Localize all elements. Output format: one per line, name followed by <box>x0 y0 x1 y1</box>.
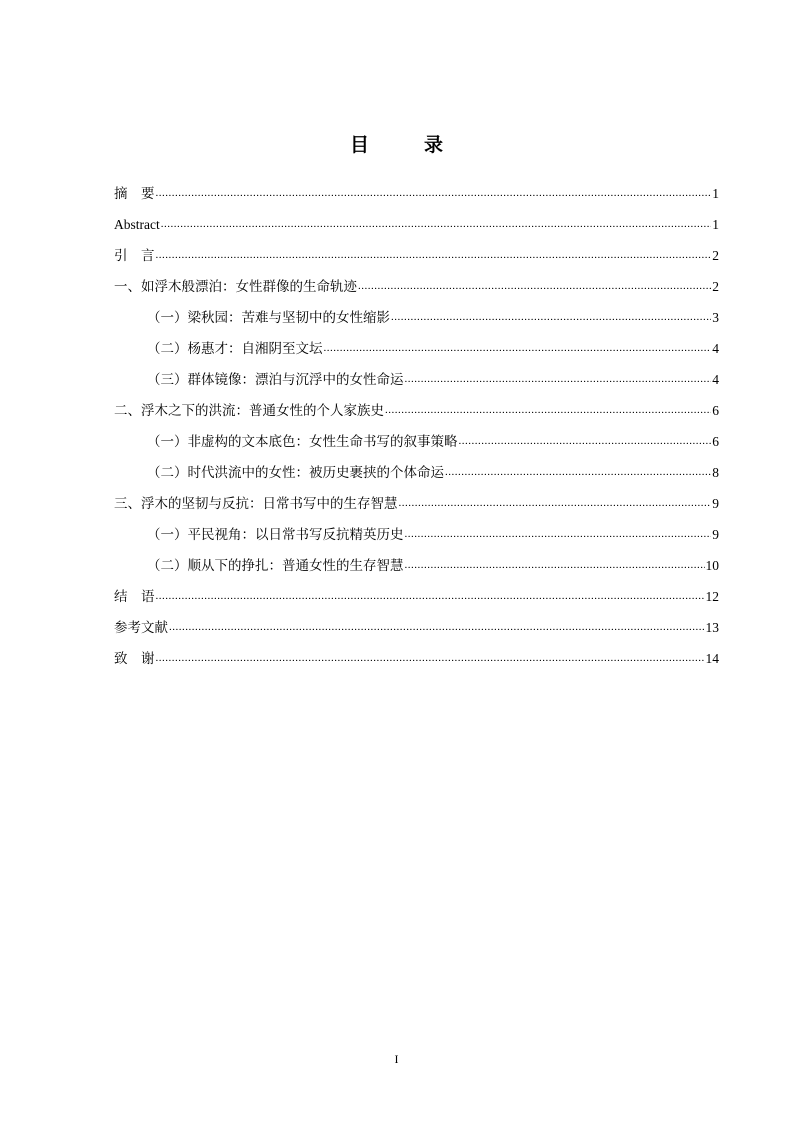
toc-entry-label: （一）梁秋园：苦难与坚韧中的女性缩影 <box>147 310 390 326</box>
toc-entry-acknowledgements[interactable] <box>114 638 719 669</box>
toc-entry-section-2-2[interactable] <box>114 452 719 483</box>
toc-entry-page: 3 <box>712 310 719 325</box>
toc-entry-label: （二）顺从下的挣扎：普通女性的生存智慧 <box>147 558 404 574</box>
toc-entry-section-1-3[interactable] <box>114 359 719 390</box>
table-of-contents <box>114 173 719 669</box>
toc-entry-label: 一、如浮木般漂泊：女性群像的生命轨迹 <box>114 279 357 295</box>
toc-entry-section-3-2[interactable] <box>114 545 719 576</box>
page-number: I <box>394 1052 399 1066</box>
toc-entry-chapter-1[interactable] <box>114 266 719 297</box>
toc-dot-leader <box>399 493 712 513</box>
toc-entry-page: 1 <box>712 217 719 232</box>
toc-entry-page: 4 <box>712 341 719 356</box>
toc-entry-page: 10 <box>705 558 719 573</box>
toc-entry-label: 引 言 <box>114 248 155 264</box>
toc-dot-leader <box>358 276 711 296</box>
toc-entry-label: （三）群体镜像：漂泊与沉浮中的女性命运 <box>147 372 404 388</box>
toc-entry-introduction[interactable] <box>114 235 719 266</box>
toc-entry-page: 1 <box>712 186 719 201</box>
toc-entry-label: （一）平民视角：以日常书写反抗精英历史 <box>147 527 404 543</box>
toc-entry-label: 摘 要 <box>114 186 155 202</box>
toc-entry-label: 参考文献 <box>114 620 168 636</box>
toc-dot-leader <box>405 369 712 389</box>
toc-entry-label: 致 谢 <box>114 651 155 667</box>
toc-entry-label: （二）杨惠才：自湘阴至文坛 <box>147 341 323 357</box>
toc-dot-leader <box>324 338 712 358</box>
toc-entry-page: 2 <box>712 279 719 294</box>
toc-entry-label: 二、浮木之下的洪流：普通女性的个人家族史 <box>114 403 384 419</box>
toc-dot-leader <box>156 245 712 265</box>
toc-entry-section-1-2[interactable] <box>114 328 719 359</box>
toc-entry-chapter-2[interactable] <box>114 390 719 421</box>
toc-entry-abstract-cn[interactable] <box>114 173 719 204</box>
toc-entry-label: 三、浮木的坚韧与反抗：日常书写中的生存智慧 <box>114 496 398 512</box>
toc-entry-section-1-1[interactable] <box>114 297 719 328</box>
toc-entry-label: （二）时代洪流中的女性：被历史裹挟的个体命运 <box>147 465 444 481</box>
toc-entry-section-3-1[interactable] <box>114 514 719 545</box>
toc-dot-leader <box>161 214 712 234</box>
toc-entry-label: （一）非虚构的文本底色：女性生命书写的叙事策略 <box>147 434 458 450</box>
toc-entry-abstract-en[interactable] <box>114 204 719 235</box>
toc-entry-conclusion[interactable] <box>114 576 719 607</box>
toc-dot-leader <box>156 183 712 203</box>
toc-entry-page: 13 <box>705 620 719 635</box>
toc-entry-page: 2 <box>712 248 719 263</box>
toc-dot-leader <box>156 648 705 668</box>
toc-dot-leader <box>156 586 705 606</box>
toc-entry-page: 6 <box>712 434 719 449</box>
toc-entry-page: 14 <box>705 651 719 666</box>
toc-dot-leader <box>391 307 711 327</box>
toc-entry-chapter-3[interactable] <box>114 483 719 514</box>
toc-entry-label: 结 语 <box>114 589 155 605</box>
toc-entry-references[interactable] <box>114 607 719 638</box>
toc-entry-page: 9 <box>712 496 719 511</box>
toc-entry-page: 4 <box>712 372 719 387</box>
toc-dot-leader <box>445 462 711 482</box>
toc-entry-page: 6 <box>712 403 719 418</box>
toc-dot-leader <box>459 431 712 451</box>
toc-entry-page: 12 <box>705 589 719 604</box>
toc-dot-leader <box>169 617 705 637</box>
toc-dot-leader <box>405 555 705 575</box>
toc-entry-label: Abstract <box>114 217 160 232</box>
page-title: 目 录 <box>349 134 461 156</box>
toc-dot-leader <box>405 524 712 544</box>
toc-entry-page: 8 <box>712 465 719 480</box>
toc-entry-page: 9 <box>712 527 719 542</box>
toc-entry-section-2-1[interactable] <box>114 421 719 452</box>
toc-dot-leader <box>385 400 711 420</box>
